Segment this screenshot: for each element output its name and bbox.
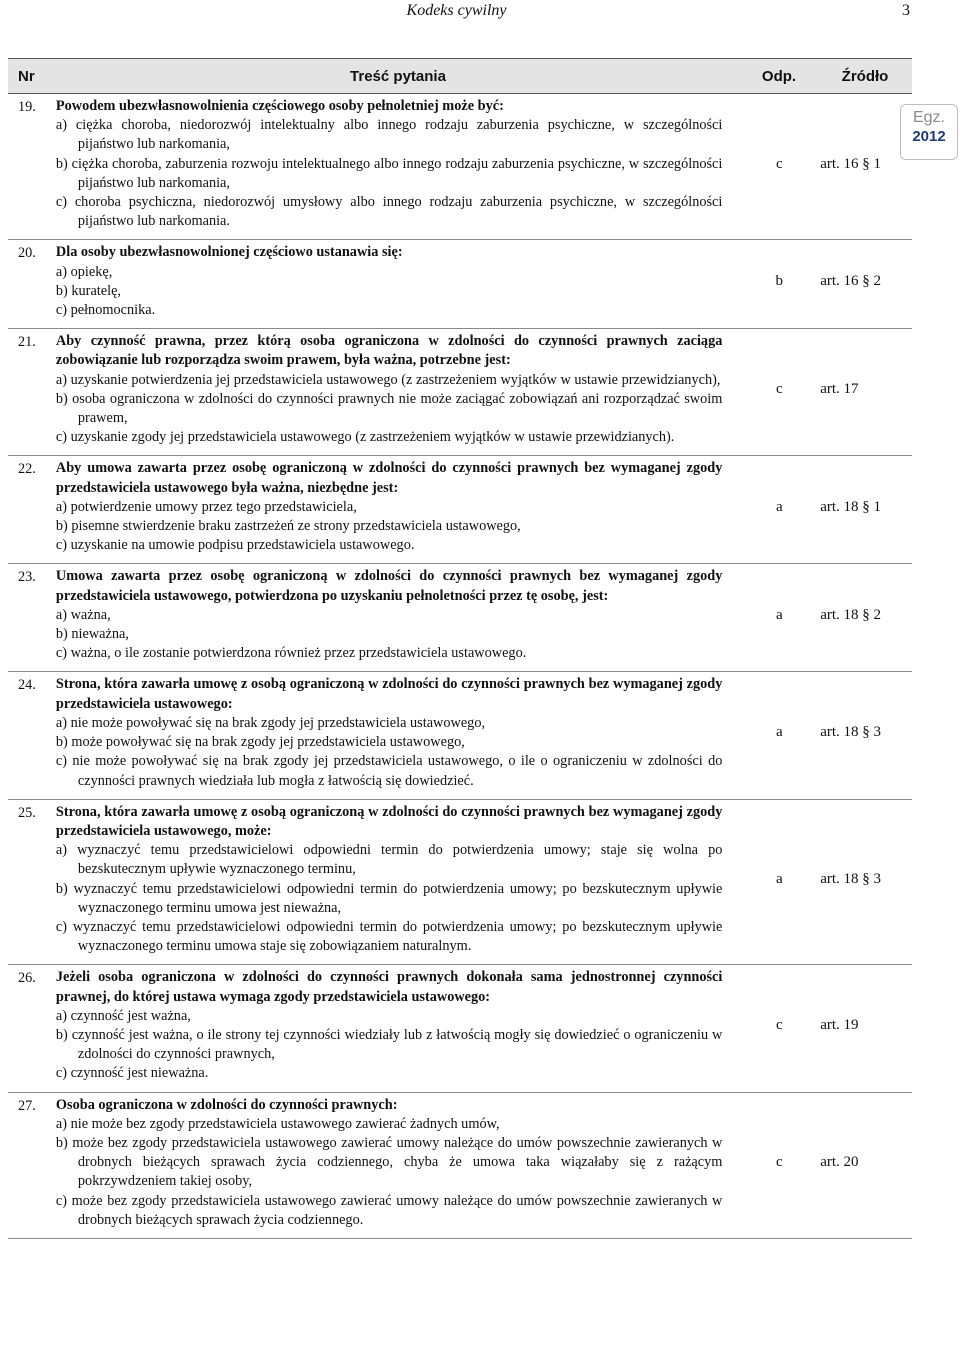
question-number: 22. [18,461,36,478]
header-content: Treść pytania [350,67,446,85]
table-row [8,456,912,564]
legal-source: art. 18 § 3 [820,870,882,887]
question-content [56,968,740,1083]
question-content [56,459,740,555]
answer-option: b) nieważna, [55,626,129,643]
table-body [8,94,912,1239]
answer-option: a) opiekę, [55,263,113,280]
answer-option: b) wyznaczyć temu przedstawicielowi odpowiedni termin do potwierdzenia umowy; po bezskutecznym upływie wyznaczonego terminu umowa jest nieważna, [55,880,723,916]
header-nr: Nr [18,67,35,85]
answer-option: c) uzyskanie zgody jej przedstawiciela ustawowego (z zastrzeżeniem wyjątków w ustawie przewidzianych). [55,429,675,446]
exam-badge-label: Egz. [912,109,945,126]
answer-option: a) czynność jest ważna, [55,1007,191,1024]
table-row [8,672,912,799]
question-stem: Dla osoby ubezwłasnowolnionej częściowo ustanawia się: [55,244,403,261]
table-row [8,1093,912,1239]
answer-option: c) choroba psychiczna, niedorozwój umysłowy albo innego rodzaju zaburzenia psychiczne, w szczególności pijaństwo lub narkomania. [55,194,723,230]
legal-source: art. 16 § 1 [820,155,882,172]
legal-source: art. 18 § 1 [820,498,882,515]
table-row [8,965,912,1092]
question-content [56,567,740,663]
answer-option: a) nie może bez zgody przedstawiciela ustawowego zawierać żadnych umów, [55,1115,500,1132]
header-source: Źródło [841,67,889,85]
question-stem: Osoba ograniczona w zdolności do czynności prawnych: [55,1096,398,1113]
correct-answer: b [775,273,784,290]
question-content [56,803,740,957]
question-stem: Strona, która zawarła umowę z osobą ograniczoną w zdolności do czynności prawnych bez wymaganej zgody przedstawiciela ustawowego, może: [55,803,723,839]
question-stem: Aby umowa zawarta przez osobę ograniczoną w zdolności do czynności prawnych bez wymaganej zgody przedstawiciela ustawowego była ważna, niezbędne jest: [55,460,723,496]
question-number: 25. [18,804,36,821]
table-header [8,58,912,94]
questions-table [8,58,912,1239]
legal-source: art. 19 [820,1017,859,1034]
legal-source: art. 18 § 2 [820,606,882,623]
question-number: 24. [18,677,36,694]
question-number: 21. [18,334,36,351]
correct-answer: a [775,870,783,887]
answer-option: b) kuratelę, [55,282,122,299]
answer-option: c) pełnomocnika. [55,302,156,319]
question-content [56,332,740,447]
legal-source: art. 17 [820,381,859,398]
answer-option: c) nie może powoływać się na brak zgody jej przedstawiciela ustawowego, o ile o ograniczeniu w zdolności do czynności prawnych wiedziała lub mogła z łatwością się dowiedzieć. [55,753,723,789]
answer-option: a) potwierdzenie umowy przez tego przedstawiciela, [55,498,357,515]
question-content [56,1096,740,1230]
correct-answer: c [775,1154,783,1171]
question-number: 27. [18,1097,36,1114]
legal-source: art. 20 [820,1154,859,1171]
table-row [8,564,912,672]
answer-option: c) ważna, o ile zostanie potwierdzona również przez przedstawiciela ustawowego. [55,645,527,662]
page-number: 3 [902,2,910,19]
answer-option: b) może bez zgody przedstawiciela ustawowego zawierać umowy należące do umów powszechnie zawieranych w drobnych bieżących sprawach życia codziennego, chyba że umowa taka wiązałaby się z rażącym pokrzywdzeniem takiej osoby, [55,1134,723,1190]
book-title: Kodeks cywilny [406,2,507,19]
header-answer: Odp. [761,67,797,85]
question-number: 26. [18,970,36,987]
answer-option: a) uzyskanie potwierdzenia jej przedstawiciela ustawowego (z zastrzeżeniem wyjątków w ustawie przewidzianych), [55,371,721,388]
legal-source: art. 16 § 2 [820,273,882,290]
exam-badge [900,104,958,160]
table-row [8,800,912,966]
answer-option: a) nie może powoływać się na brak zgody jej przedstawiciela ustawowego, [55,714,486,731]
answer-option: b) może powoływać się na brak zgody jej przedstawiciela ustawowego, [55,734,465,751]
answer-option: a) ważna, [55,606,111,623]
question-content [56,243,740,320]
question-stem: Powodem ubezwłasnowolnienia częściowego osoby pełnoletniej może być: [55,98,504,114]
answer-option: a) wyznaczyć temu przedstawicielowi odpowiedni termin do potwierdzenia umowy; staje się wolna po bezskutecznym upływie wyznaczonego terminu, [55,842,723,878]
question-number: 20. [18,245,36,262]
answer-option: b) osoba ograniczona w zdolności do czynności prawnych nie może zaciągać zobowiązań ani rozporządzać swoim prawem, [55,390,723,427]
correct-answer: a [775,724,783,741]
question-content [56,97,740,231]
question-stem: Aby czynność prawna, przez którą osoba ograniczona w zdolności do czynności prawnych zaciąga zobowiązanie lub rozporządza swoim prawem, była ważna, potrzebne jest: [55,333,723,369]
answer-option: a) ciężka choroba, niedorozwój intelektualny albo innego rodzaju zaburzenia psychiczne, w szczególności pijaństwo lub narkomania, [55,117,723,153]
running-head [0,0,960,22]
correct-answer: c [775,381,783,398]
table-row [8,94,912,240]
answer-option: c) uzyskanie na umowie podpisu przedstawiciela ustawowego. [55,537,415,554]
legal-source: art. 18 § 3 [820,724,882,741]
answer-option: c) wyznaczyć temu przedstawicielowi odpowiedni termin do potwierdzenia umowy; po bezskutecznym upływie wyznaczonego terminu umowa staje się zobowiązaniem naturalnym. [55,918,723,955]
answer-option: b) pisemne stwierdzenie braku zastrzeżeń ze strony przedstawiciela ustawowego, [55,518,521,535]
table-row [8,240,912,329]
table-row [8,329,912,456]
question-stem: Strona, która zawarła umowę z osobą ograniczoną w zdolności do czynności prawnych bez wymaganej zgody przedstawiciela ustawowego: [55,676,723,712]
correct-answer: c [775,155,783,172]
answer-option: b) ciężka choroba, zaburzenia rozwoju intelektualnego albo innego rodzaju zaburzenia psychiczne, w szczególności pijaństwo lub narkomania, [55,155,723,191]
question-stem: Umowa zawarta przez osobę ograniczoną w zdolności do czynności prawnych bez wymaganej zgody przedstawiciela ustawowego, potwierdzona po uzyskaniu pełnoletności przez tę osobę, jest: [55,568,723,604]
question-number: 23. [18,569,36,586]
answer-option: c) może bez zgody przedstawiciela ustawowego zawierać umowy należące do umów powszechnie zawieranych w drobnych bieżących sprawach życia codziennego. [55,1192,723,1228]
question-stem: Jeżeli osoba ograniczona w zdolności do czynności prawnych dokonała sama jednostronnej czynności prawnej, do której ustawa wymaga zgody przedstawiciela ustawowego: [55,969,723,1005]
answer-option: c) czynność jest nieważna. [55,1065,209,1082]
answer-option: b) czynność jest ważna, o ile strony tej czynności wiedziały lub z łatwością mogły się dowiedzieć o ograniczeniu w zdolności do czynności prawnych, [55,1026,723,1063]
question-content [56,675,740,790]
question-number: 19. [18,99,36,115]
correct-answer: a [775,498,783,515]
correct-answer: a [775,606,783,623]
exam-badge-year: 2012 [912,128,946,145]
correct-answer: c [775,1017,783,1034]
